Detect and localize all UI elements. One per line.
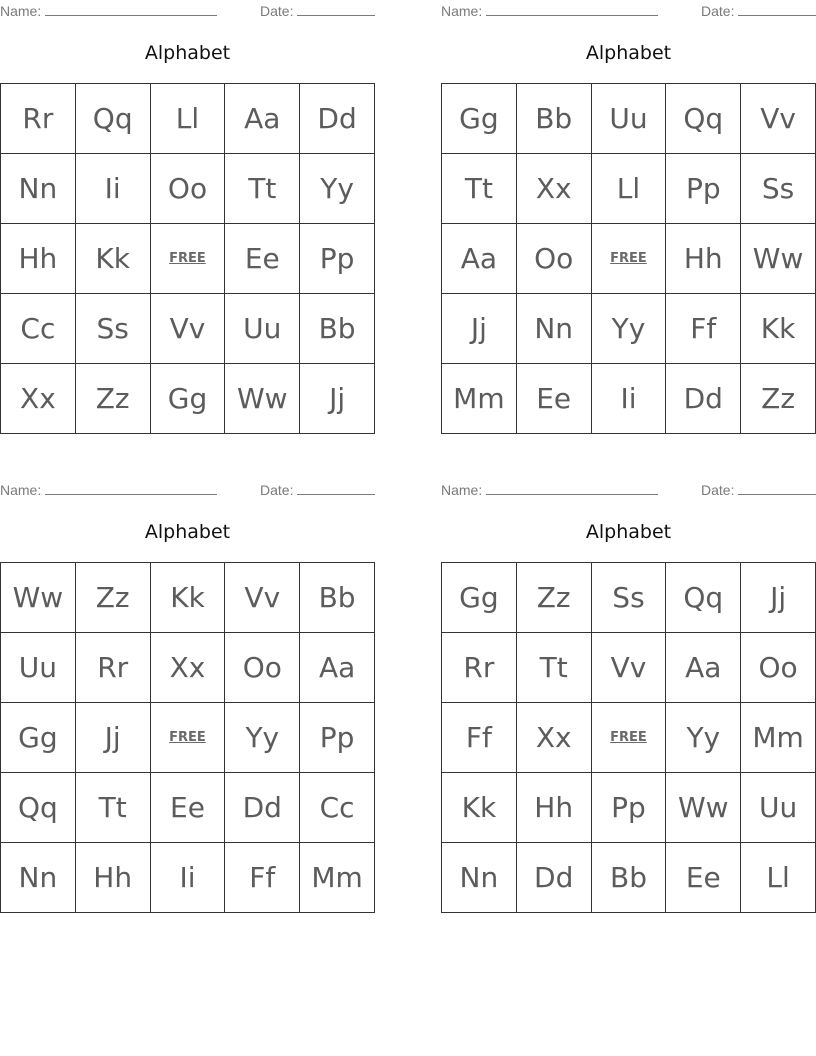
bingo-cell: Rr [76, 633, 151, 703]
bingo-cell: Vv [741, 84, 816, 154]
bingo-cell: Aa [442, 224, 517, 294]
free-space: FREE [151, 224, 226, 294]
bingo-cell: Oo [517, 224, 592, 294]
name-label: Name: [0, 482, 42, 498]
bingo-cell: Nn [1, 154, 76, 224]
name-line [441, 3, 658, 19]
date-line [260, 482, 375, 498]
name-line [0, 3, 217, 19]
bingo-cell: Ww [666, 773, 741, 843]
card-title: Alphabet [585, 521, 672, 543]
bingo-cell: Gg [151, 364, 226, 434]
bingo-cell: Bb [300, 294, 375, 364]
bingo-cell: Rr [442, 633, 517, 703]
bingo-card-1 [0, 0, 375, 434]
date-blank[interactable] [297, 3, 375, 16]
bingo-cell: Ee [225, 224, 300, 294]
bingo-cell: Hh [666, 224, 741, 294]
bingo-cell: Kk [151, 563, 226, 633]
bingo-cell: Pp [300, 703, 375, 773]
bingo-cell: Vv [151, 294, 226, 364]
bingo-cell: Bb [592, 843, 667, 913]
bingo-cell: Dd [666, 364, 741, 434]
bingo-cell: Tt [442, 154, 517, 224]
bingo-cell: Qq [666, 563, 741, 633]
bingo-cell: Ee [151, 773, 226, 843]
bingo-cell: Gg [442, 84, 517, 154]
bingo-cell: Vv [225, 563, 300, 633]
bingo-cell: Gg [1, 703, 76, 773]
free-space: FREE [151, 703, 226, 773]
bingo-card-4 [441, 479, 816, 913]
bingo-cell: Nn [442, 843, 517, 913]
bingo-cell: Oo [151, 154, 226, 224]
bingo-cell: Hh [76, 843, 151, 913]
bingo-cell: Hh [1, 224, 76, 294]
bingo-cell: Rr [1, 84, 76, 154]
bingo-cell: Ii [151, 843, 226, 913]
bingo-cell: Qq [1, 773, 76, 843]
bingo-cell: Ee [666, 843, 741, 913]
free-space: FREE [592, 224, 667, 294]
bingo-cell: Uu [225, 294, 300, 364]
bingo-cell: Ss [741, 154, 816, 224]
bingo-cell: Ff [442, 703, 517, 773]
name-label: Name: [0, 3, 42, 19]
date-label: Date: [260, 3, 294, 19]
bingo-cell: Vv [592, 633, 667, 703]
bingo-cell: Xx [517, 154, 592, 224]
bingo-cell: Bb [517, 84, 592, 154]
date-blank[interactable] [297, 482, 375, 495]
bingo-grid [0, 83, 375, 434]
bingo-cell: Mm [741, 703, 816, 773]
bingo-cell: Jj [300, 364, 375, 434]
bingo-cell: Cc [300, 773, 375, 843]
name-label: Name: [441, 3, 483, 19]
bingo-cell: Ll [592, 154, 667, 224]
name-line [0, 482, 217, 498]
bingo-cell: Oo [741, 633, 816, 703]
bingo-cell: Ll [741, 843, 816, 913]
bingo-cell: Jj [76, 703, 151, 773]
bingo-grid [441, 83, 816, 434]
bingo-cell: Ii [592, 364, 667, 434]
bingo-cell: Tt [517, 633, 592, 703]
bingo-cell: Nn [517, 294, 592, 364]
card-title: Alphabet [144, 42, 231, 64]
bingo-cell: Mm [300, 843, 375, 913]
date-blank[interactable] [738, 3, 816, 16]
bingo-cell: Zz [517, 563, 592, 633]
bingo-cell: Uu [592, 84, 667, 154]
bingo-cell: Dd [225, 773, 300, 843]
bingo-cell: Zz [76, 563, 151, 633]
card-title: Alphabet [144, 521, 231, 543]
bingo-cell: Jj [741, 563, 816, 633]
bingo-cell: Ww [225, 364, 300, 434]
name-blank[interactable] [486, 482, 658, 495]
name-blank[interactable] [45, 3, 217, 16]
bingo-cell: Aa [300, 633, 375, 703]
bingo-cell: Uu [1, 633, 76, 703]
bingo-grid [0, 562, 375, 913]
bingo-cell: Ss [592, 563, 667, 633]
bingo-cell: Xx [517, 703, 592, 773]
bingo-cell: Kk [76, 224, 151, 294]
bingo-card-3 [0, 479, 375, 913]
name-blank[interactable] [45, 482, 217, 495]
bingo-cell: Yy [592, 294, 667, 364]
bingo-cell: Ii [76, 154, 151, 224]
date-line [701, 482, 816, 498]
bingo-cell: Kk [442, 773, 517, 843]
bingo-cell: Tt [225, 154, 300, 224]
bingo-cell: Yy [300, 154, 375, 224]
date-label: Date: [260, 482, 294, 498]
name-label: Name: [441, 482, 483, 498]
bingo-cell: Dd [300, 84, 375, 154]
date-line [260, 3, 375, 19]
bingo-cell: Yy [666, 703, 741, 773]
bingo-cell: Gg [442, 563, 517, 633]
date-label: Date: [701, 3, 735, 19]
bingo-cell: Pp [300, 224, 375, 294]
date-label: Date: [701, 482, 735, 498]
bingo-cell: Xx [151, 633, 226, 703]
bingo-grid [441, 562, 816, 913]
bingo-cell: Nn [1, 843, 76, 913]
date-line [701, 3, 816, 19]
bingo-cell: Tt [76, 773, 151, 843]
bingo-card-2 [441, 0, 816, 434]
bingo-cell: Ss [76, 294, 151, 364]
bingo-cell: Dd [517, 843, 592, 913]
name-blank[interactable] [486, 3, 658, 16]
bingo-cell: Qq [666, 84, 741, 154]
bingo-cell: Aa [666, 633, 741, 703]
bingo-cell: Jj [442, 294, 517, 364]
bingo-cell: Xx [1, 364, 76, 434]
bingo-cell: Kk [741, 294, 816, 364]
bingo-cell: Bb [300, 563, 375, 633]
bingo-cell: Mm [442, 364, 517, 434]
bingo-cell: Hh [517, 773, 592, 843]
bingo-cell: Ff [225, 843, 300, 913]
bingo-cell: Aa [225, 84, 300, 154]
name-line [441, 482, 658, 498]
bingo-cell: Uu [741, 773, 816, 843]
date-blank[interactable] [738, 482, 816, 495]
bingo-cell: Ll [151, 84, 226, 154]
bingo-cell: Zz [741, 364, 816, 434]
bingo-cell: Yy [225, 703, 300, 773]
bingo-cell: Oo [225, 633, 300, 703]
bingo-cell: Ww [741, 224, 816, 294]
bingo-cell: Qq [76, 84, 151, 154]
bingo-cell: Cc [1, 294, 76, 364]
card-title: Alphabet [585, 42, 672, 64]
bingo-cell: Ff [666, 294, 741, 364]
free-space: FREE [592, 703, 667, 773]
bingo-cell: Pp [592, 773, 667, 843]
bingo-cell: Ee [517, 364, 592, 434]
bingo-cell: Ww [1, 563, 76, 633]
bingo-cell: Pp [666, 154, 741, 224]
bingo-cell: Zz [76, 364, 151, 434]
